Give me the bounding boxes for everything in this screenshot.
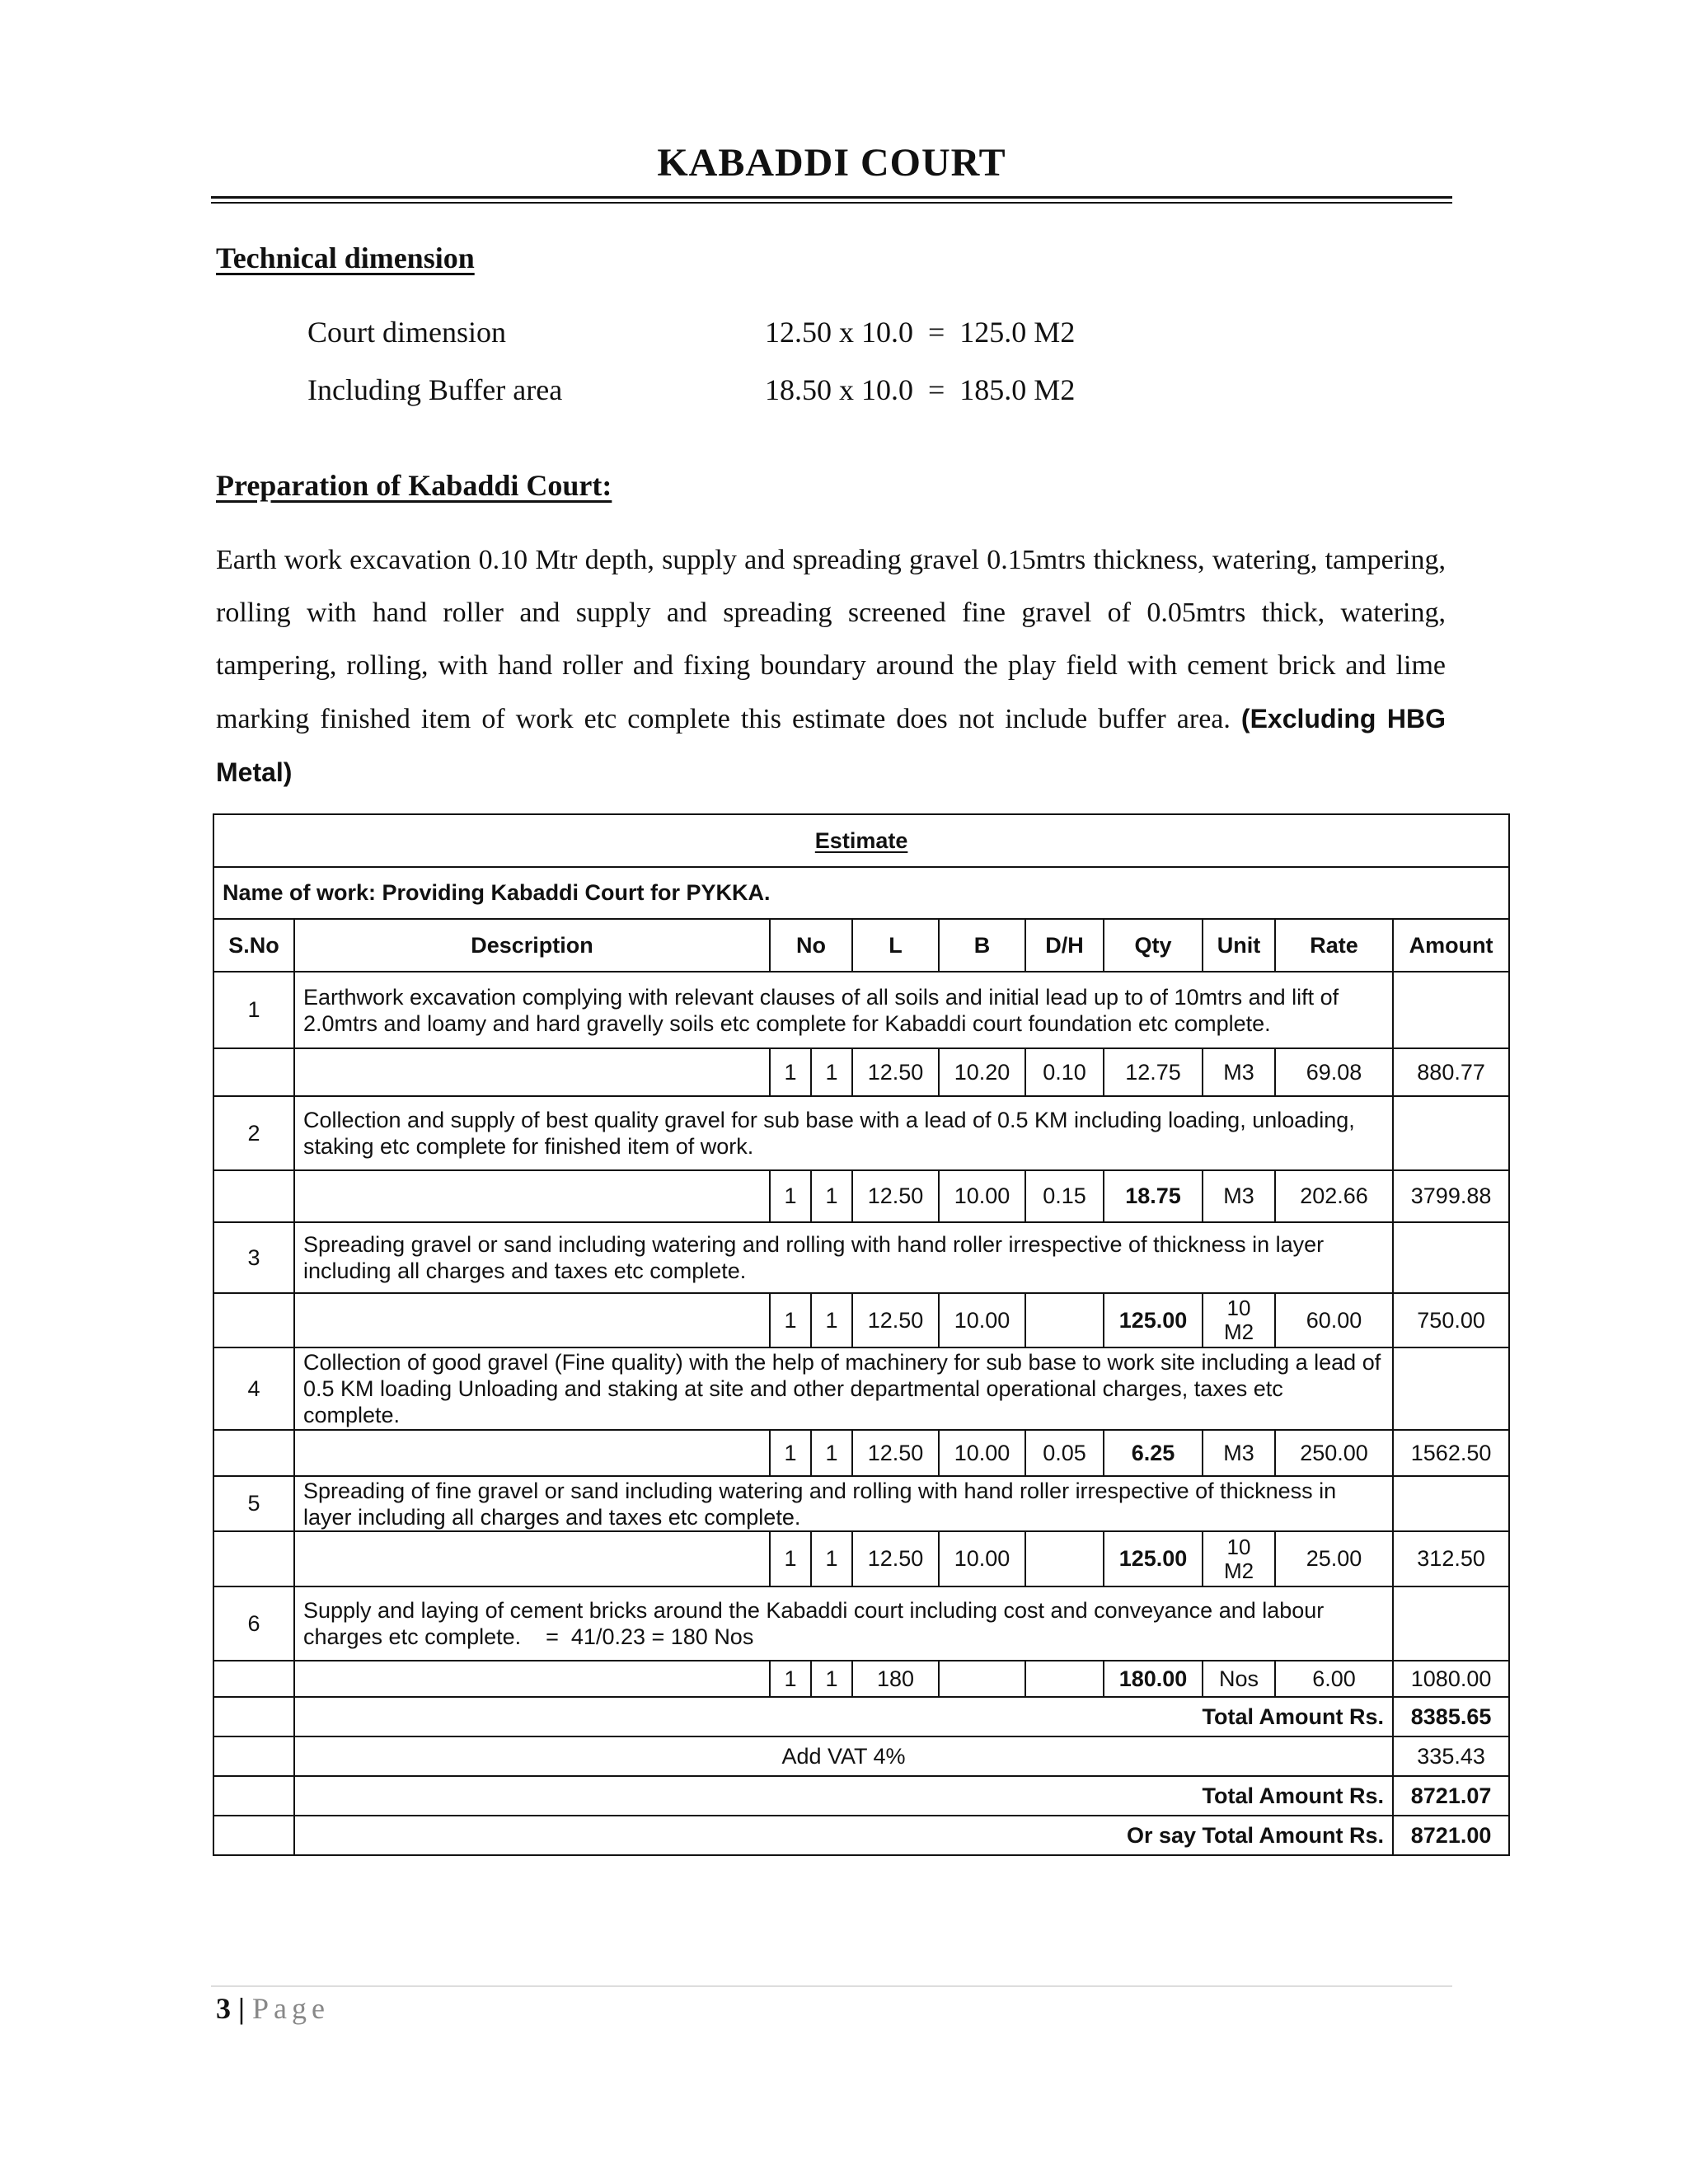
header-no: No: [770, 919, 852, 972]
vat-row: [213, 1736, 1509, 1776]
footer-divider: [211, 1985, 1452, 1987]
total-row: [213, 1697, 1509, 1736]
item-unit: M3: [1203, 1170, 1275, 1222]
item-depth: [1025, 1531, 1104, 1586]
item-depth: 0.15: [1025, 1170, 1104, 1222]
header-l: L: [852, 919, 939, 972]
vat-amount: 335.43: [1393, 1736, 1509, 1776]
buffer-area-label: Including Buffer area: [307, 373, 563, 406]
item-amount-blank: [1393, 1476, 1509, 1531]
header-dh: D/H: [1025, 919, 1104, 972]
item-length: 12.50: [852, 1170, 939, 1222]
item-qty: 125.00: [1104, 1293, 1203, 1347]
measurement-row: [213, 1531, 1509, 1586]
court-dimension-label: Court dimension: [307, 316, 506, 349]
item-length: 180: [852, 1661, 939, 1697]
item-row: [213, 972, 1509, 1048]
item-row: [213, 1347, 1509, 1430]
estimate-table: [213, 813, 1510, 1856]
item-amount: 1080.00: [1393, 1661, 1509, 1697]
item-breadth: 10.00: [939, 1430, 1025, 1476]
item-amount: 312.50: [1393, 1531, 1509, 1586]
item-sno: 4: [213, 1347, 294, 1430]
measurement-row: [213, 1293, 1509, 1347]
item-amount-blank: [1393, 972, 1509, 1048]
item-row: [213, 1222, 1509, 1293]
item-qty: 180.00: [1104, 1661, 1203, 1697]
header-qty: Qty: [1104, 919, 1203, 972]
item-unit: Nos: [1203, 1661, 1275, 1697]
vat-label: Add VAT 4%: [294, 1736, 1393, 1776]
item-rate: 6.00: [1275, 1661, 1393, 1697]
header-unit: Unit: [1203, 919, 1275, 972]
item-length: 12.50: [852, 1531, 939, 1586]
item-no-2: 1: [811, 1293, 852, 1347]
item-no-2: 1: [811, 1661, 852, 1697]
title-underline-secondary: [211, 202, 1452, 204]
preparation-paragraph: [216, 534, 1446, 799]
measurement-row: [213, 1048, 1509, 1096]
grand-total-label: Total Amount Rs.: [294, 1776, 1393, 1816]
item-breadth: 10.20: [939, 1048, 1025, 1096]
item-depth: [1025, 1661, 1104, 1697]
measurement-row: [213, 1430, 1509, 1476]
header-row: [213, 919, 1509, 972]
item-no-2: 1: [811, 1531, 852, 1586]
or-say-amount: 8721.00: [1393, 1816, 1509, 1855]
item-amount: 750.00: [1393, 1293, 1509, 1347]
item-amount-blank: [1393, 1347, 1509, 1430]
measurement-row: [213, 1661, 1509, 1697]
item-sno: 2: [213, 1096, 294, 1170]
header-b: B: [939, 919, 1025, 972]
page-word: Page: [251, 1992, 330, 2025]
item-sno: 3: [213, 1222, 294, 1293]
item-qty: 6.25: [1104, 1430, 1203, 1476]
item-rate: 202.66: [1275, 1170, 1393, 1222]
title-underline: [211, 196, 1452, 199]
item-qty: 12.75: [1104, 1048, 1203, 1096]
total-amount: 8385.65: [1393, 1697, 1509, 1736]
item-qty: 125.00: [1104, 1531, 1203, 1586]
item-breadth: [939, 1661, 1025, 1697]
item-amount: 1562.50: [1393, 1430, 1509, 1476]
item-breadth: 10.00: [939, 1293, 1025, 1347]
item-no-1: 1: [770, 1661, 811, 1697]
name-of-work: Name of work: Providing Kabaddi Court for PYKKA.: [213, 867, 1509, 919]
item-breadth: 10.00: [939, 1170, 1025, 1222]
estimate-title: Estimate: [213, 814, 1509, 867]
item-depth: [1025, 1293, 1104, 1347]
item-unit: 10 M2: [1203, 1293, 1275, 1347]
item-description: Spreading gravel or sand including watering and rolling with hand roller irrespective of thickness in layer including all charges and taxes etc complete.: [294, 1222, 1393, 1293]
or-say-label: Or say Total Amount Rs.: [294, 1816, 1393, 1855]
item-no-2: 1: [811, 1430, 852, 1476]
buffer-area-value: 18.50 x 10.0 = 185.0 M2: [765, 373, 1076, 406]
item-no-2: 1: [811, 1048, 852, 1096]
total-label: Total Amount Rs.: [294, 1697, 1393, 1736]
preparation-note: (Excluding HBG Metal): [216, 704, 1446, 787]
item-amount: 880.77: [1393, 1048, 1509, 1096]
item-no-1: 1: [770, 1531, 811, 1586]
item-description: Collection of good gravel (Fine quality) with the help of machinery for sub base to work site including a lead of 0.5 KM loading Unloading and staking at site and other departmental operational charges, taxes etc complete.: [294, 1347, 1393, 1430]
court-dimension-value: 12.50 x 10.0 = 125.0 M2: [765, 316, 1076, 349]
item-breadth: 10.00: [939, 1531, 1025, 1586]
item-description: Collection and supply of best quality gravel for sub base with a lead of 0.5 KM including loading, unloading, staking etc complete for finished item of work.: [294, 1096, 1393, 1170]
item-row: [213, 1476, 1509, 1531]
header-rate: Rate: [1275, 919, 1393, 972]
item-row: [213, 1096, 1509, 1170]
preparation-heading: Preparation of Kabaddi Court:: [216, 469, 612, 502]
item-depth: 0.10: [1025, 1048, 1104, 1096]
page-number: 3: [216, 1992, 231, 2025]
item-no-2: 1: [811, 1170, 852, 1222]
item-unit: M3: [1203, 1048, 1275, 1096]
header-amount: Amount: [1393, 919, 1509, 972]
page-separator: |: [238, 1992, 245, 2025]
measurement-row: [213, 1170, 1509, 1222]
item-sno: 6: [213, 1586, 294, 1661]
item-no-1: 1: [770, 1293, 811, 1347]
item-amount: 3799.88: [1393, 1170, 1509, 1222]
item-description: Spreading of fine gravel or sand including watering and rolling with hand roller irrespective of thickness in layer including all charges and taxes etc complete.: [294, 1476, 1393, 1531]
item-row: [213, 1586, 1509, 1661]
item-qty: 18.75: [1104, 1170, 1203, 1222]
item-no-1: 1: [770, 1430, 811, 1476]
item-rate: 60.00: [1275, 1293, 1393, 1347]
item-unit: 10 M2: [1203, 1531, 1275, 1586]
item-description: Supply and laying of cement bricks around the Kabaddi court including cost and conveyance and labour charges etc complete. = 41/0.23 = 180 Nos: [294, 1586, 1393, 1661]
preparation-text: Earth work excavation 0.10 Mtr depth, supply and spreading gravel 0.15mtrs thickness, watering, tampering, rolling with hand roller and supply and spreading screened fine gravel of 0.05mtrs thick, watering, tampering, rolling, with hand roller and fixing boundary around the play field with cement brick and lime marking finished item of work etc complete this estimate does not include buffer area.: [216, 545, 1446, 734]
or-say-row: [213, 1816, 1509, 1855]
item-length: 12.50: [852, 1430, 939, 1476]
page-title: KABADDI COURT: [657, 141, 1006, 185]
item-amount-blank: [1393, 1222, 1509, 1293]
header-sno: S.No: [213, 919, 294, 972]
item-rate: 250.00: [1275, 1430, 1393, 1476]
item-rate: 25.00: [1275, 1531, 1393, 1586]
item-unit: M3: [1203, 1430, 1275, 1476]
page-footer: [216, 1991, 330, 2026]
grand-total-amount: 8721.07: [1393, 1776, 1509, 1816]
item-amount-blank: [1393, 1586, 1509, 1661]
item-description: Earthwork excavation complying with relevant clauses of all soils and initial lead up to of 10mtrs and lift of 2.0mtrs and loamy and hard gravelly soils etc complete for Kabaddi court foundation etc complete.: [294, 972, 1393, 1048]
item-no-1: 1: [770, 1170, 811, 1222]
item-no-1: 1: [770, 1048, 811, 1096]
item-rate: 69.08: [1275, 1048, 1393, 1096]
item-length: 12.50: [852, 1048, 939, 1096]
item-amount-blank: [1393, 1096, 1509, 1170]
item-sno: 1: [213, 972, 294, 1048]
grand-total-row: [213, 1776, 1509, 1816]
item-length: 12.50: [852, 1293, 939, 1347]
item-sno: 5: [213, 1476, 294, 1531]
item-depth: 0.05: [1025, 1430, 1104, 1476]
header-description: Description: [294, 919, 770, 972]
technical-dimension-heading: Technical dimension: [216, 241, 475, 274]
